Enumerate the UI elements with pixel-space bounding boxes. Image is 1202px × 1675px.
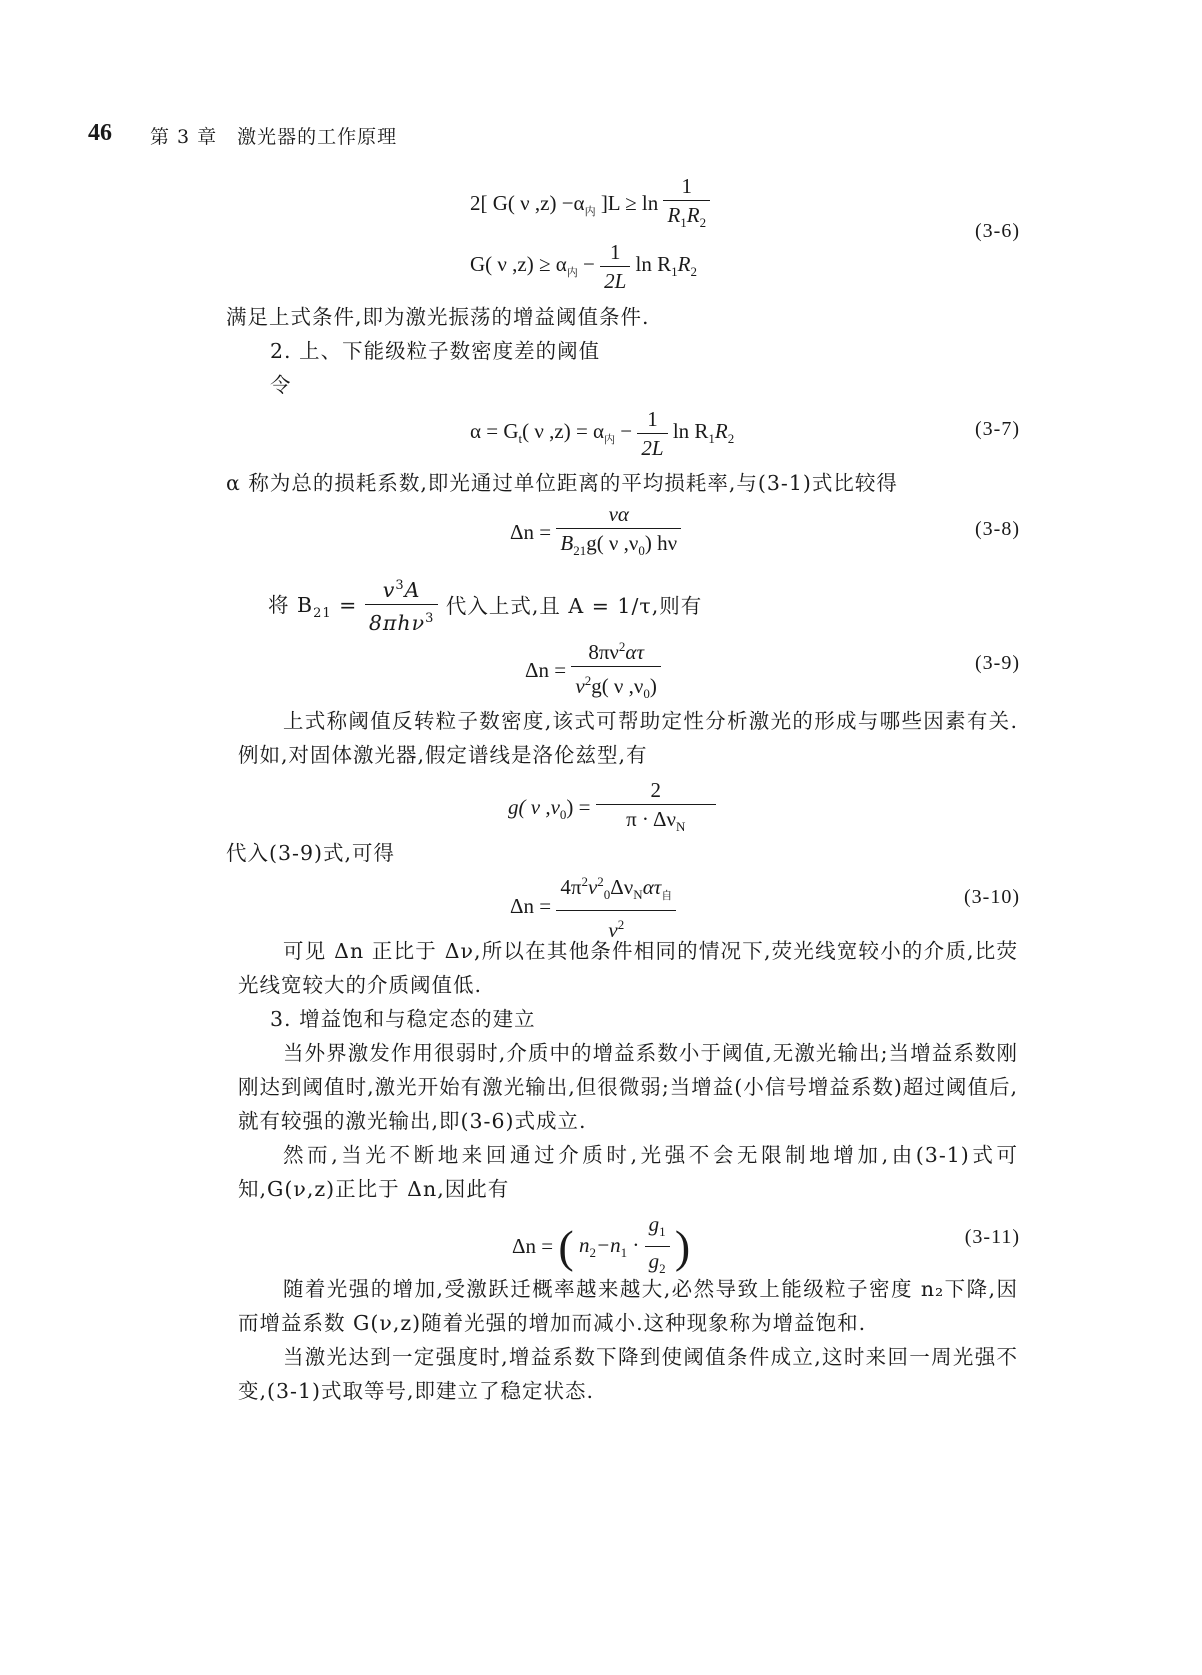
paragraph: 随着光强的增加,受激跃迁概率越来越大,必然导致上能级粒子密度 n₂下降,因而增益系数 G(ν,z)随着光强的增加而减小.这种现象称为增益饱和. bbox=[238, 1277, 1018, 1335]
page-number: 46 bbox=[88, 120, 112, 146]
equation-number: (3-7) bbox=[975, 418, 1020, 440]
equation-3-10: Δn = $\frac{4\pi^2\nu^2_0\Delta\nu_N\alpha\tau_自}{v^2}$ bbox=[510, 868, 676, 944]
paragraph: 然而,当光不断地来回通过介质时,光强不会无限制地增加,由(3-1)式可知,G(ν,z)正比于 Δn,因此有 bbox=[238, 1143, 1018, 1201]
equation-3-6-line2: G( ν $,z) \ge \alpha_内$ − $\frac{1}{2L}$ $\ln R_1R_2$ bbox=[470, 240, 697, 293]
equation-3-9: Δn = $\frac{8\pi\nu^2\alpha\tau}{v^2g( \nu ,\nu_0)}$ bbox=[525, 633, 661, 708]
equation-3-7: $\alpha = G_t$( ν $,z) = \alpha_内$ − $\frac{1}{2L}$ $\ln R_1R_2$ bbox=[470, 407, 735, 460]
equation-3-6-line1: 2[ G( ν $,z) -\alpha_内$ ]L ≥ ln $\frac{1}{R_1R_2}$ bbox=[470, 172, 710, 237]
paragraph: 满足上式条件,即为激光振荡的增益阈值条件. bbox=[226, 305, 650, 329]
equation-lorentz-lineshape: g( ν $,\nu_0$) = $\frac{2}{\pi \cdot \Delta\nu_N}$ bbox=[508, 776, 716, 841]
equation-number: (3-9) bbox=[975, 652, 1020, 674]
paragraph: 当外界激发作用很弱时,介质中的增益系数小于阈值,无激光输出;当增益系数刚刚达到阈值时,激光开始有激光输出,但很微弱;当增益(小信号增益系数)超过阈值后,就有较强的激光输出,即(3-6)式成立. bbox=[238, 1041, 1018, 1133]
equation-number: (3-6) bbox=[975, 220, 1020, 242]
equation-3-8: Δn = $\frac{v\alpha}{B_{21}g( \nu ,\nu_0) h\nu}$ bbox=[510, 500, 681, 565]
page-header bbox=[88, 120, 398, 150]
paragraph: 可见 Δn 正比于 Δν,所以在其他条件相同的情况下,荧光线宽较小的介质,比荧光线宽较大的介质阈值低. bbox=[238, 939, 1018, 997]
paragraph: 代入(3-9)式,可得 bbox=[226, 841, 396, 865]
paragraph: 当激光达到一定强度时,增益系数下降到使阈值条件成立,这时来回一周光强不变,(3-1)式取等号,即建立了稳定状态. bbox=[238, 1345, 1018, 1403]
paragraph-substitution: 将 $B_{21}$ = $\frac{v^3A}{8\pi h\nu^3}$ 代入上式,且 A = 1/τ,则有 bbox=[268, 577, 703, 635]
section-heading: 3. 增益饱和与稳定态的建立 bbox=[270, 1007, 536, 1031]
equation-number: (3-11) bbox=[964, 1226, 1020, 1248]
section-heading: 2. 上、下能级粒子数密度差的阈值 bbox=[270, 339, 601, 363]
paragraph: 令 bbox=[270, 373, 292, 397]
equation-3-11: Δn = ( $n_2-n_1$ · $\frac{g_1}{g_2}$ ) bbox=[512, 1210, 690, 1283]
chapter-title: 第 3 章 激光器的工作原理 bbox=[150, 126, 398, 148]
paragraph: α 称为总的损耗系数,即光通过单位距离的平均损耗率,与(3-1)式比较得 bbox=[226, 471, 898, 495]
paragraph: 上式称阈值反转粒子数密度,该式可帮助定性分析激光的形成与哪些因素有关.例如,对固体激光器,假定谱线是洛伦兹型,有 bbox=[238, 709, 1018, 767]
equation-number: (3-8) bbox=[975, 518, 1020, 540]
equation-number: (3-10) bbox=[964, 886, 1020, 908]
